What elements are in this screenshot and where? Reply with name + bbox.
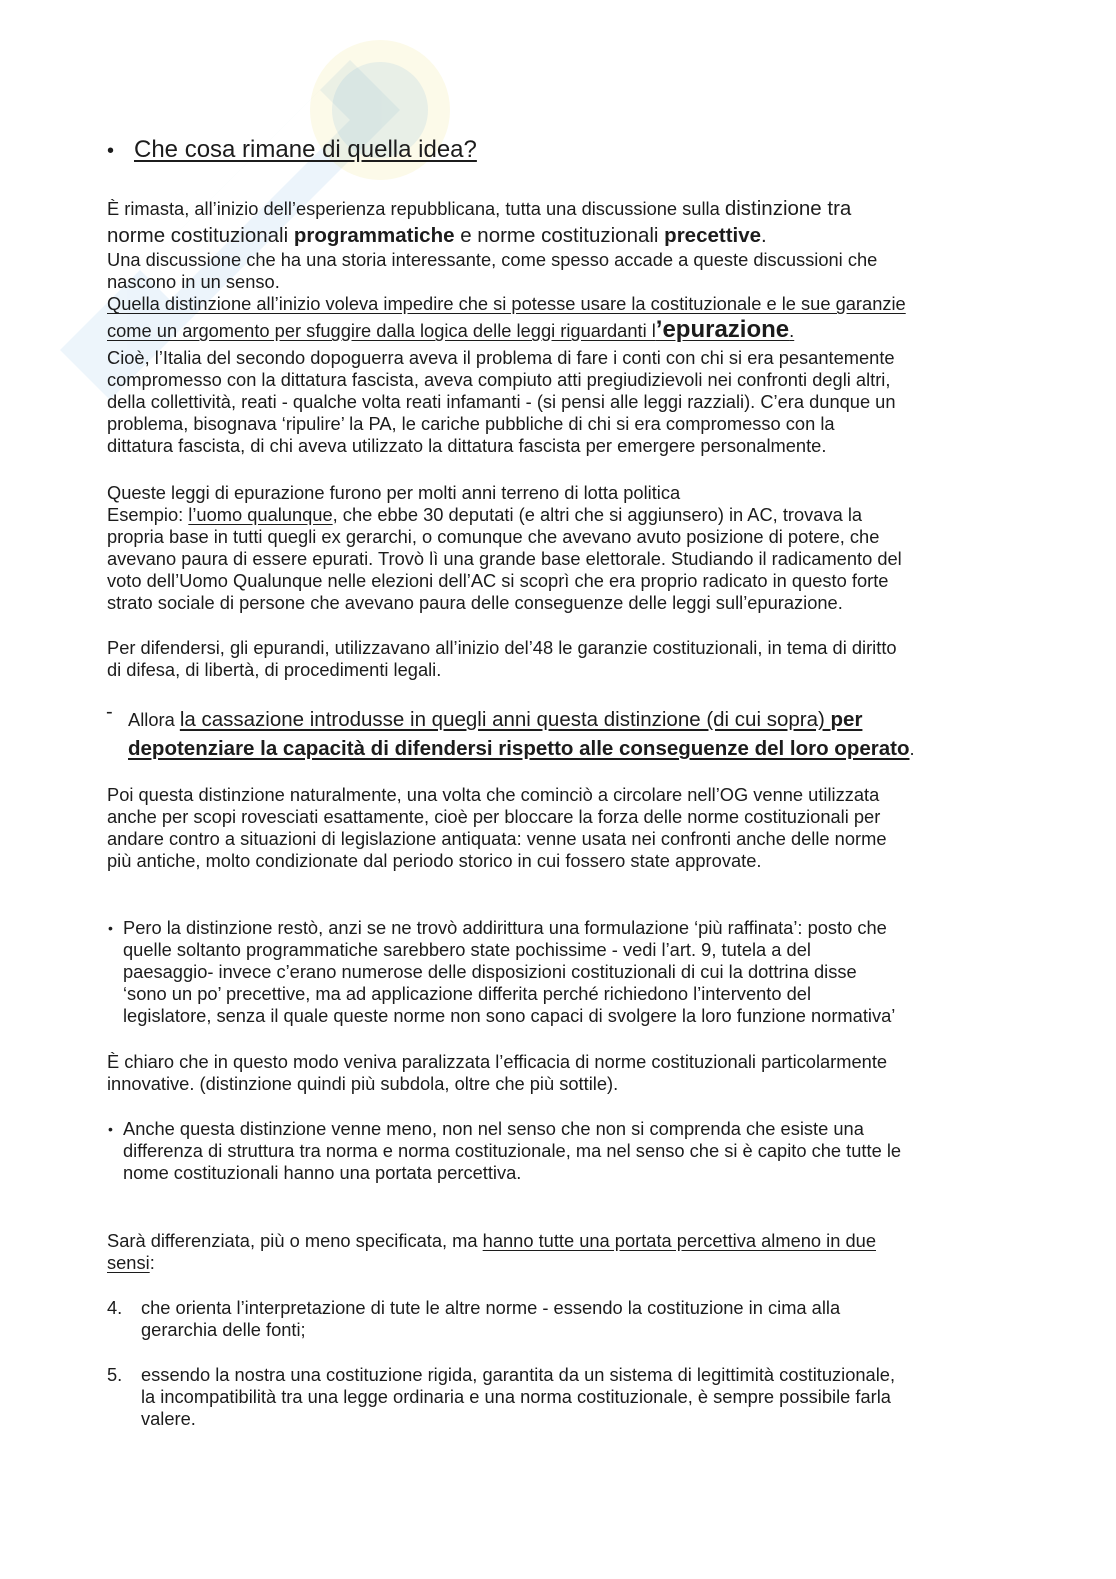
paragraph-2-line-1: Una discussione che ha una storia interessante, come spesso accade a queste discussioni che — [107, 249, 878, 270]
dash-item-line-1 — [128, 709, 862, 731]
paragraph-9-line-1 — [107, 1230, 876, 1252]
paragraph-4-line-2: compromesso con la dittatura fascista, aveva compiuto atti pregiudizievoli nei confronti degli altri, — [107, 369, 891, 390]
bold-term-programmatiche: programmatiche — [293, 224, 455, 247]
bold-term-epurazione: ’epurazione — [655, 316, 790, 343]
underlined-term-uomo-qualunque: l’uomo qualunque — [188, 504, 333, 525]
bullet-2-line-3: nome costituzionali hanno una portata percettiva. — [123, 1162, 522, 1183]
list-bullet: • — [108, 920, 113, 936]
paragraph-5-line-4: avevano paura di essere epurati. Trovò lì una grande base elettorale. Studiando il radicamento del — [107, 548, 902, 569]
text-run: distinzione tra — [724, 197, 852, 220]
paragraph-7-line-2: anche per scopi rovesciati esattamente, cioè per bloccare la forza delle norme costituzionali per — [107, 806, 881, 827]
section-heading: Che cosa rimane di quella idea? — [134, 136, 477, 163]
paragraph-5-line-3: propria base in tutti quegli ex gerarchi, o comunque che avevano avuto posizione di potere, che — [107, 526, 880, 547]
paragraph-1-line-2 — [107, 225, 767, 247]
numbered-5-line-1: essendo la nostra una costituzione rigida, garantita da un sistema di legittimità costituzionale, — [141, 1364, 896, 1385]
list-number: 4. — [107, 1297, 123, 1318]
bold-underlined-text: depotenziare la capacità di difendersi rispetto alle conseguenze del loro operato — [128, 737, 910, 760]
paragraph-4-line-4: problema, bisognava ‘ripulire’ la PA, le cariche pubbliche di chi si era compromesso con la — [107, 413, 835, 434]
text-run: . — [909, 738, 915, 759]
bullet-1-line-2: quelle soltanto programmatiche sarebbero state pochissime - vedi l’art. 9, tutela a del — [123, 939, 811, 960]
paragraph-6-line-1: Per difendersi, gli epurandi, utilizzavano all’inizio del’48 le garanzie costituzionali, in tema di diritto — [107, 637, 897, 658]
text-run: È rimasta, all’inizio dell’esperienza repubblicana, tutta una discussione sulla — [107, 198, 725, 219]
paragraph-4-line-5: dittatura fascista, di chi aveva utilizzato la dittatura fascista per emergere personalmente. — [107, 435, 827, 456]
paragraph-5-line-6: strato sociale di persone che avevano paura delle conseguenze delle leggi sull’epurazione. — [107, 592, 843, 613]
numbered-5-line-3: valere. — [141, 1408, 196, 1429]
paragraph-6-line-2: di difesa, di libertà, di procedimenti legali. — [107, 659, 442, 680]
paragraph-9-line-2 — [107, 1252, 155, 1274]
paragraph-3-line-2 — [107, 316, 795, 343]
bullet-1-line-3: paesaggio- invece c’erano numerose delle disposizioni costituzionali di cui la dottrina disse — [123, 961, 857, 982]
heading-bullet: • — [107, 140, 115, 162]
paragraph-7-line-3: andare contro a situazioni di legislazione antiquata: venne usata nei confronti anche delle norme — [107, 828, 887, 849]
list-number: 5. — [107, 1364, 123, 1385]
text-run: : — [149, 1252, 155, 1273]
paragraph-2-line-2: nascono in un senso. — [107, 271, 280, 292]
underlined-text: la cassazione introdusse in quegli anni questa distinzione (di cui sopra) — [179, 708, 831, 731]
numbered-4-line-2: gerarchia delle fonti; — [141, 1319, 306, 1340]
numbered-4-line-1: che orienta l’interpretazione di tute le altre norme - essendo la costituzione in cima alla — [141, 1297, 841, 1318]
paragraph-4-line-3: della collettività, reati - qualche volta reati infamanti - (si pensi alle leggi razziali). C’era dunque un — [107, 391, 896, 412]
text-run: Sarà differenziata, più o meno specificata, ma — [107, 1230, 483, 1251]
paragraph-3-line-1: Quella distinzione all’inizio voleva impedire che si potesse usare la costituzionale e le sue garanzie — [107, 293, 906, 314]
text-run: norme costituzionali — [107, 224, 294, 247]
text-run: , che ebbe 30 deputati (e altri che si aggiunsero) in AC, trovava la — [332, 504, 863, 525]
paragraph-1-line-1 — [107, 198, 851, 220]
text-run: Esempio: — [107, 504, 189, 525]
bullet-1-line-1: Pero la distinzione restò, anzi se ne trovò addirittura una formulazione ‘più raffinata’: posto che — [123, 917, 887, 938]
dash-item-line-2 — [128, 738, 915, 760]
paragraph-7-line-4: più antiche, molto condizionate dal periodo storico in cui fossero state approvate. — [107, 850, 762, 871]
bullet-2-line-2: differenza di struttura tra norma e norma costituzionale, ma nel senso che si è capito che tutte le — [123, 1140, 902, 1161]
paragraph-8-line-1: È chiaro che in questo modo veniva paralizzata l’efficacia di norme costituzionali particolarmente — [107, 1051, 888, 1072]
bold-underlined-text: per — [830, 708, 863, 731]
bullet-1-line-5: legislatore, senza il quale queste norme non sono capaci di svolgere la loro funzione normativa’ — [123, 1005, 896, 1026]
text-run: . — [789, 320, 795, 341]
bold-term-precettive: precettive — [664, 224, 762, 247]
paragraph-4-line-1: Cioè, l’Italia del secondo dopoguerra aveva il problema di fare i conti con chi si era pesantemente — [107, 347, 895, 368]
paragraph-5-line-2 — [107, 504, 862, 526]
bullet-2-line-1: Anche questa distinzione venne meno, non nel senso che non si comprenda che esiste una — [123, 1118, 864, 1139]
text-run: e norme costituzionali — [454, 224, 665, 247]
underlined-text: sensi — [107, 1252, 150, 1273]
numbered-5-line-2: la incompatibilità tra una legge ordinaria e una norma costituzionale, è sempre possibile farla — [141, 1386, 891, 1407]
list-bullet: • — [108, 1121, 113, 1137]
underlined-text: hanno tutte una portata percettiva almeno in due — [482, 1230, 876, 1251]
bullet-1-line-4: ‘sono un po’ precettive, ma ad applicazione differita perché richiedono l’intervento del — [123, 983, 812, 1004]
paragraph-5-line-5: voto dell’Uomo Qualunque nelle elezioni dell’AC si scoprì che era proprio radicato in questo forte — [107, 570, 889, 591]
dash-marker: - — [106, 701, 113, 723]
paragraph-5-line-1: Queste leggi di epurazione furono per molti anni terreno di lotta politica — [107, 482, 681, 503]
text-run: come un argomento per sfuggire dalla logica delle leggi riguardanti l — [107, 320, 656, 341]
text-run: . — [761, 224, 767, 247]
paragraph-8-line-2: innovative. (distinzione quindi più subdola, oltre che più sottile). — [107, 1073, 619, 1094]
text-run: Allora — [128, 709, 180, 730]
paragraph-7-line-1: Poi questa distinzione naturalmente, una volta che cominciò a circolare nell’OG venne utilizzata — [107, 784, 880, 805]
